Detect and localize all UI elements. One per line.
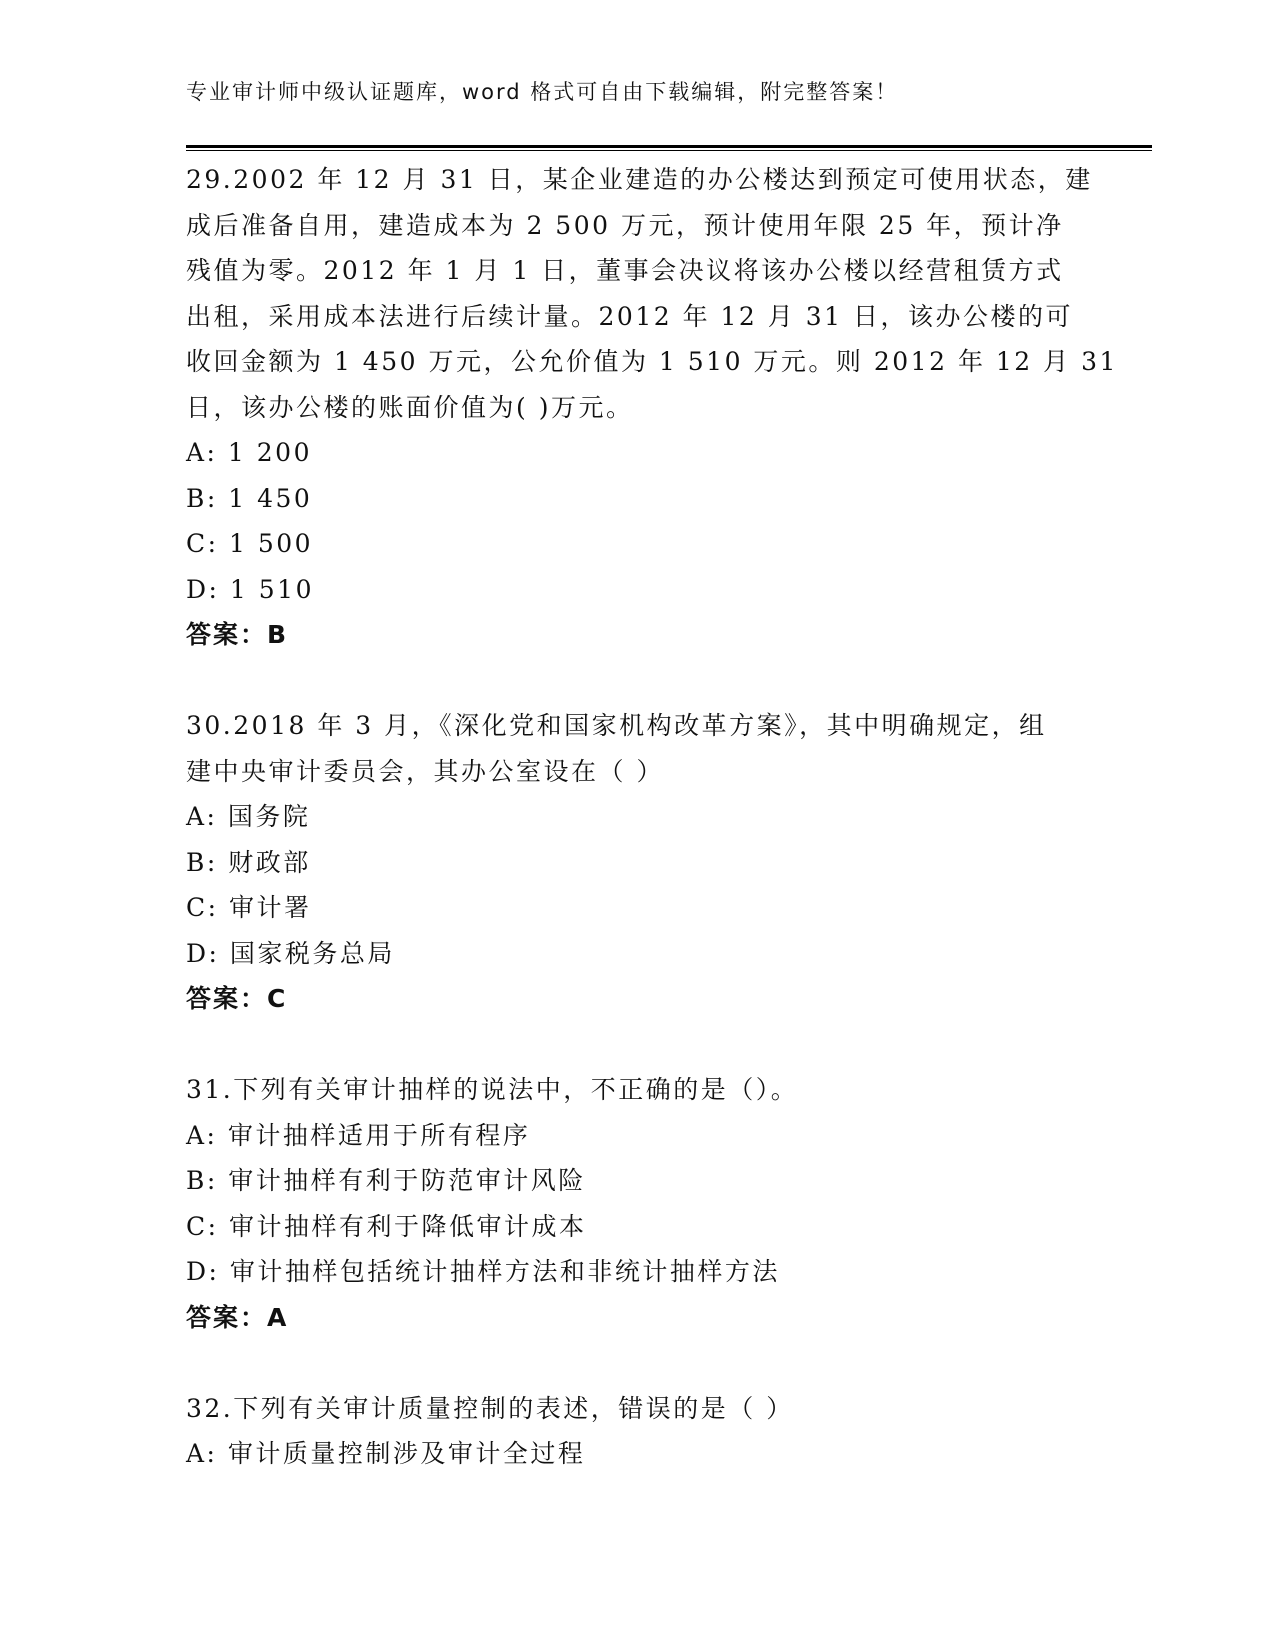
option-c: C: 1 500 [186, 529, 314, 558]
question-31 [186, 1067, 1086, 1340]
option-c: C: 审计署 [186, 893, 312, 922]
question-stem-line: 30.2018 年 3 月，《深化党和国家机构改革方案》，其中明确规定，组 [186, 711, 1047, 740]
option-b: B: 审计抽样有利于防范审计风险 [186, 1166, 586, 1195]
question-stem-line: 出租，采用成本法进行后续计量。2012 年 12 月 31 日，该办公楼的可 [186, 301, 1073, 331]
page-header: 专业审计师中级认证题库，word 格式可自由下载编辑，附完整答案！ [186, 80, 899, 104]
option-a: A: 审计抽样适用于所有程序 [186, 1120, 531, 1150]
question-stem-line: 收回金额为 1 450 万元，公允价值为 1 510 万元。则 2012 年 12 月 31 [186, 347, 1118, 376]
question-32 [186, 1386, 1086, 1477]
option-b: B: 1 450 [186, 483, 313, 513]
question-30 [186, 703, 1086, 1022]
question-stem-line: 31.下列有关审计抽样的说法中，不正确的是（）。 [186, 1075, 799, 1104]
option-a: A: 国务院 [186, 802, 311, 831]
question-stem-line: 成后准备自用，建造成本为 2 500 万元，预计使用年限 25 年，预计净 [186, 210, 1064, 240]
option-a: A: 审计质量控制涉及审计全过程 [186, 1439, 586, 1468]
header-rule-thin [186, 150, 1152, 151]
option-d: D: 1 510 [186, 574, 314, 604]
option-d: D: 审计抽样包括统计抽样方法和非统计抽样方法 [186, 1257, 780, 1286]
answer-label: 答案：A [186, 1302, 289, 1332]
question-stem-line: 建中央审计委员会，其办公室设在（ ） [186, 756, 664, 786]
question-stem-line: 日，该办公楼的账面价值为( )万元。 [186, 392, 634, 422]
answer-label: 答案：C [186, 984, 288, 1013]
question-stem-line: 残值为零。2012 年 1 月 1 日，董事会决议将该办公楼以经营租赁方式 [186, 256, 1064, 285]
option-d: D: 国家税务总局 [186, 938, 395, 968]
answer-label: 答案：B [186, 620, 289, 649]
question-stem-line: 32.下列有关审计质量控制的表述，错误的是（ ） [186, 1393, 794, 1423]
spacer [186, 658, 1086, 704]
option-a: A: 1 200 [186, 438, 312, 467]
question-list [186, 157, 1118, 1477]
question-29 [186, 157, 1118, 658]
spacer [186, 1340, 1086, 1386]
option-b: B: 财政部 [186, 847, 311, 877]
header-rule-thick [186, 145, 1152, 148]
option-c: C: 审计抽样有利于降低审计成本 [186, 1211, 587, 1241]
question-stem-line: 29.2002 年 12 月 31 日，某企业建造的办公楼达到预定可使用状态，建 [186, 165, 1093, 194]
spacer [186, 1022, 1086, 1068]
